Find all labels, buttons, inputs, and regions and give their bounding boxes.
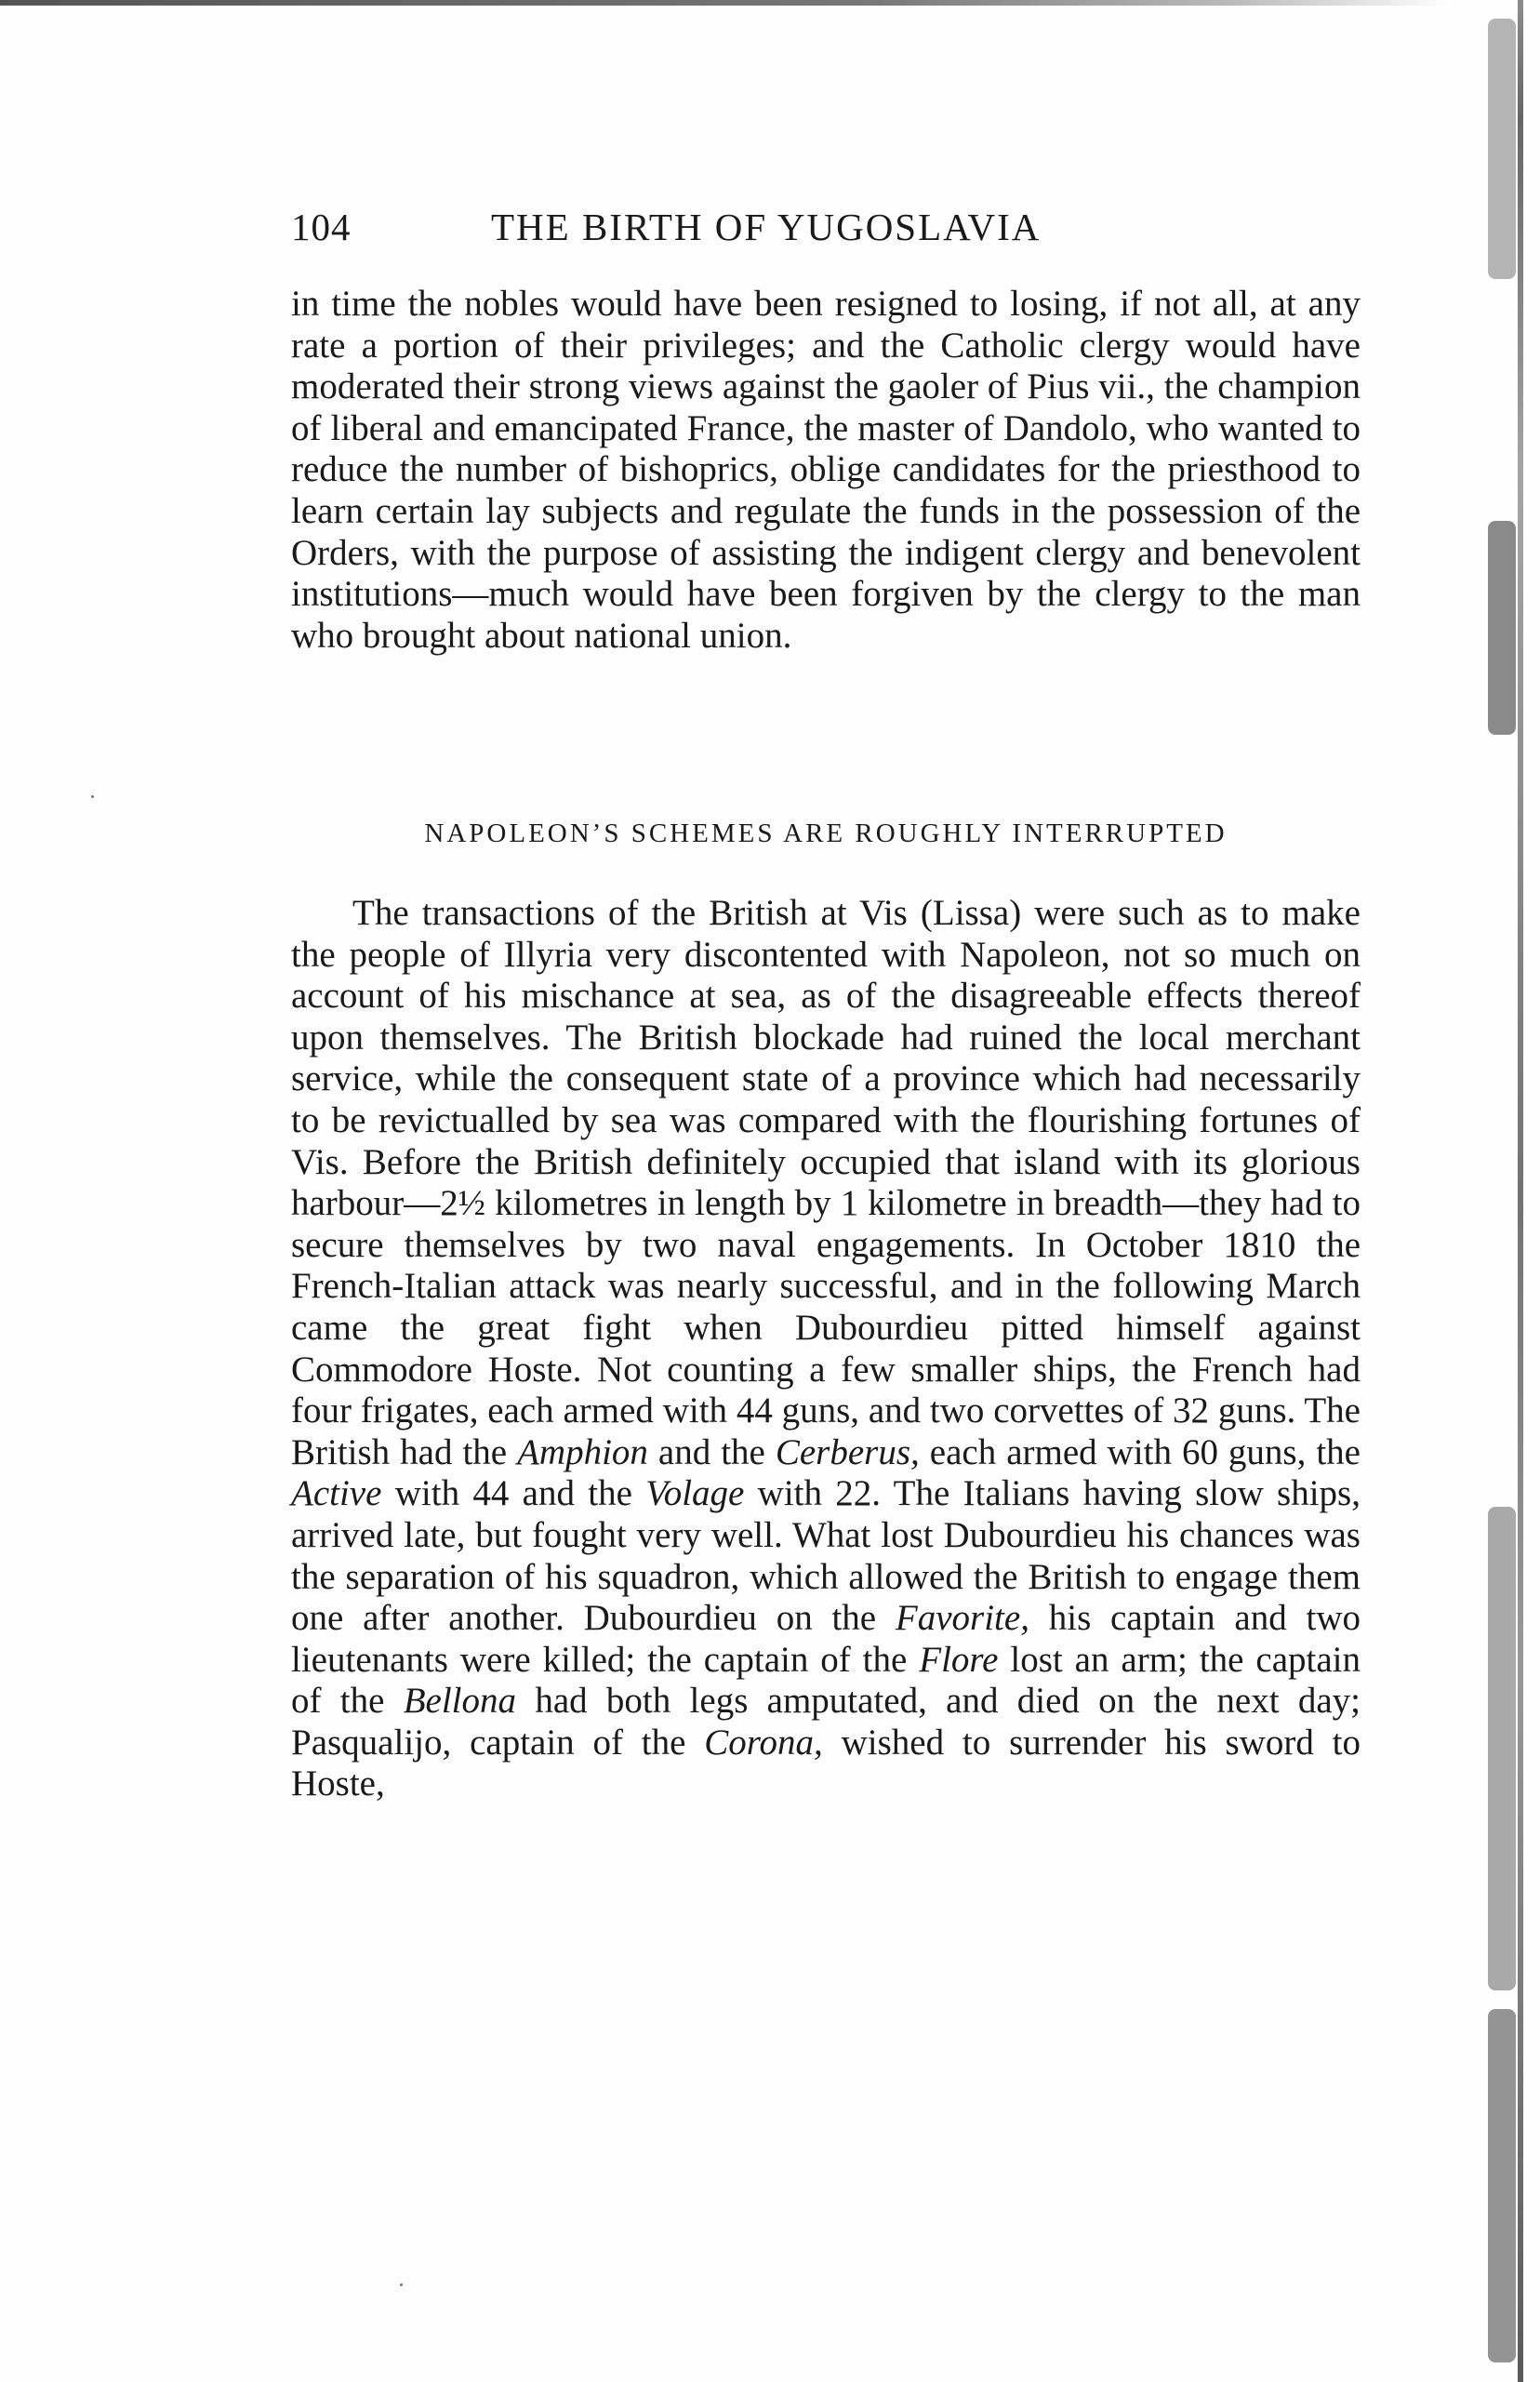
binding-smudge-bottom bbox=[1488, 2009, 1516, 2362]
top-edge-shadow bbox=[0, 0, 1451, 6]
text-run: each armed with 60 guns, the bbox=[919, 1431, 1361, 1472]
ship-name-volage: Volage bbox=[645, 1473, 745, 1514]
ship-name-cerberus: Cerberus, bbox=[775, 1431, 920, 1472]
text-run: wished to surrender his sword to Hoste, bbox=[291, 1722, 1361, 1804]
fraction: 2½ bbox=[440, 1183, 486, 1224]
book-title: THE BIRTH OF YUGOSLAVIA bbox=[491, 206, 1042, 248]
section-heading: NAPOLEON’S SCHEMES ARE ROUGHLY INTERRUPTED bbox=[424, 818, 1228, 848]
binding-smudge-mid bbox=[1488, 521, 1516, 735]
page-number: 104 bbox=[291, 206, 352, 248]
text-run: The transactions of the British at Vis (Lissa) were such as to make the people of Illyria very discontented with Napoleon, not so much on account of his mischance at sea, as of the disagreeable effects thereof upon themselves. The British blockade had ruined the local merchant service, while the consequent state of a province which had necessarily to be revictualled by sea was compared with the flourishing fortunes of Vis. Before the British definitely occupied that island with its glorious harbour— bbox=[291, 893, 1361, 1224]
ship-name-bellona: Bellona bbox=[403, 1681, 517, 1722]
paragraph-1: in time the nobles would have been resigned to losing, if not all, at any rate a portion of their privileges; and the Catholic clergy would have moderated their strong views against the gaoler of Pius vii., the champion of liberal and emancipated France, the master of Dandolo, who wanted to reduce the number of bishoprics, oblige candidates for the priesthood to learn certain lay subjects and regulate the funds in the possession of the Orders, with the purpose of assisting the indigent clergy and benevolent institutions—much would have been forgiven by the clergy to the man who brought about national union. bbox=[291, 284, 1361, 656]
binding-edge bbox=[1456, 0, 1540, 2382]
running-head bbox=[291, 205, 1361, 260]
speck bbox=[91, 795, 94, 798]
text-run: with 22. The Italians having slow ships, arrived late, but fought very well. What lost Dubourdieu his chances was the separation of his squadron, which allowed the British to engage them one after another. Dubourdieu on the bbox=[291, 1473, 1361, 1639]
text-run: lost an arm; the captain of the bbox=[291, 1639, 1361, 1722]
text-run: kilometres in length by 1 kilometre in breadth—they had to secure themselves by two naval engagements. In October 1810 the French-Italian attack was nearly successful, and in the following March came the great fight when Dubourdieu pitted himself against Commodore Hoste. Not counting a few smaller ships, the French had four frigates, each armed with 44 guns, and two corvettes of 32 guns. The British had the bbox=[291, 1183, 1361, 1472]
ship-name-amphion: Amphion bbox=[517, 1431, 648, 1472]
binding-shadow bbox=[1518, 0, 1523, 2382]
ship-name-flore: Flore bbox=[919, 1639, 999, 1680]
paragraph-2 bbox=[291, 893, 1361, 1805]
binding-smudge-low bbox=[1488, 1507, 1516, 1990]
text-run: had both legs amputated, and died on the next day; Pasqualijo, captain of the bbox=[291, 1681, 1361, 1763]
ship-name-favorite: Favorite, bbox=[895, 1598, 1029, 1639]
text-run: his captain and two lieutenants were killed; the captain of the bbox=[291, 1598, 1361, 1680]
binding-smudge-top bbox=[1488, 19, 1516, 279]
ship-name-active: Active bbox=[291, 1473, 382, 1514]
ship-name-corona: Corona, bbox=[704, 1722, 823, 1763]
speck bbox=[400, 2283, 403, 2286]
text-run: with 44 and the bbox=[381, 1473, 646, 1514]
text-run: and the bbox=[647, 1431, 776, 1472]
